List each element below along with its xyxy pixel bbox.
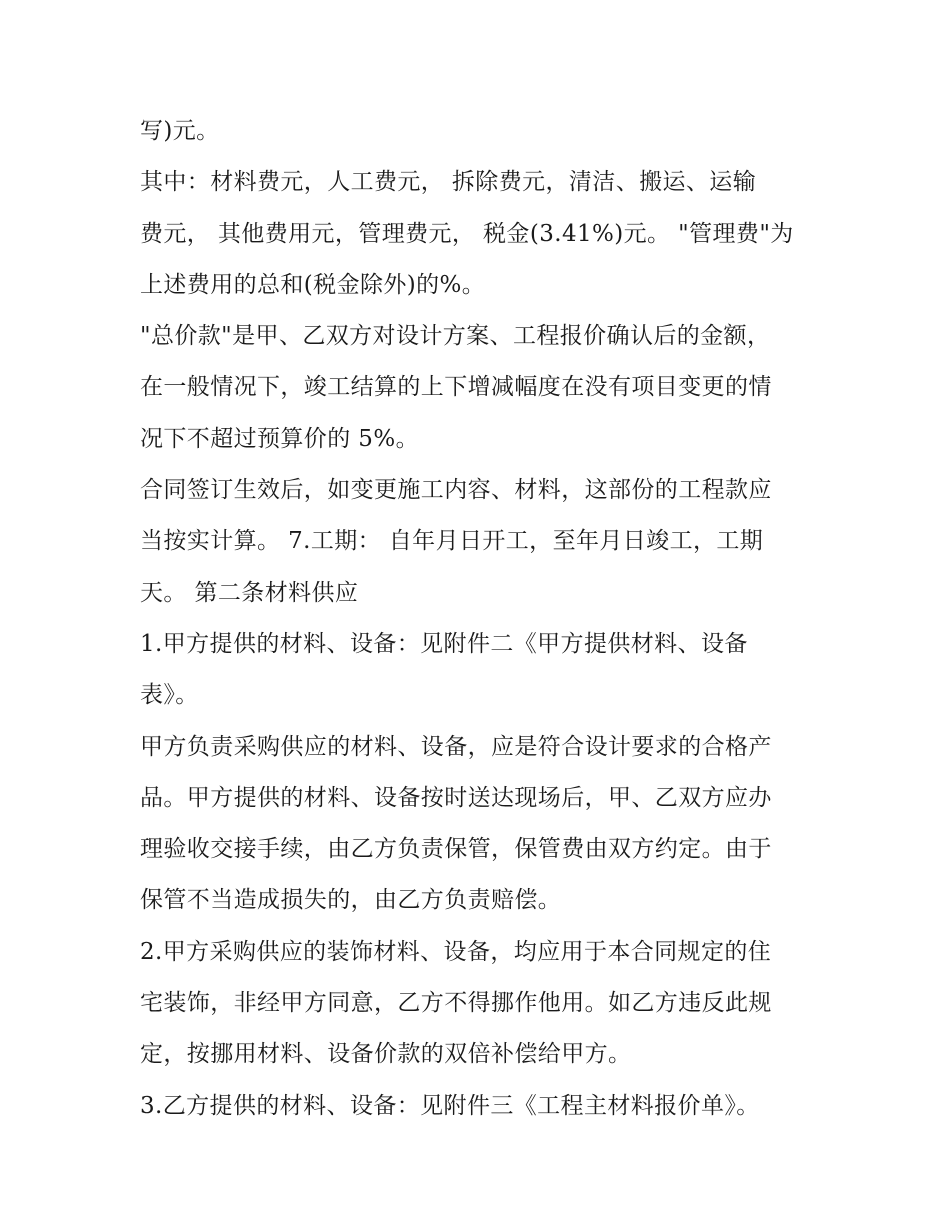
text-line: 宅装饰，非经甲方同意，乙方不得挪作他用。如乙方违反此规 [140,990,772,1017]
text-line: 合同签订生效后，如变更施工内容、材料，这部份的工程款应 [140,477,772,504]
text-line: 3.乙方提供的材料、设备：见附件三《工程主材料报价单》。 [140,1092,760,1119]
text-line: 保管不当造成损失的，由乙方负责赔偿。 [140,887,562,914]
text-line: 写)元。 [140,118,220,144]
text-line: 定，按挪用材料、设备价款的双倍补偿给甲方。 [140,1041,632,1068]
text-line: 天。 第二条材料供应 [140,579,359,606]
text-line: 理验收交接手续，由乙方负责保管，保管费由双方约定。由于 [140,836,772,863]
text-line: 费元， 其他费用元，管理费元， 税金(3.41%)元。 "管理费"为 [140,220,794,247]
text-line: 其中：材料费元，人工费元， 拆除费元，清洁、搬运、运输 [140,169,757,196]
text-line: 甲方负责采购供应的材料、设备，应是符合设计要求的合格产 [140,733,772,760]
document-page [140,106,820,1132]
text-line: "总价款"是甲、乙双方对设计方案、工程报价确认后的金额， [140,323,771,350]
text-line: 当按实计算。 7.工期： 自年月日开工，至年月日竣工，工期 [140,528,764,555]
text-line: 品。甲方提供的材料、设备按时送达现场后，甲、乙双方应办 [140,784,772,811]
text-line: 在一般情况下，竣工结算的上下增减幅度在没有项目变更的情 [140,374,772,401]
text-line: 上述费用的总和(税金除外)的%。 [140,271,486,298]
text-line: 1.甲方提供的材料、设备：见附件二《甲方提供材料、设备 [140,630,748,657]
text-line: 表》。 [140,682,199,709]
text-line: 2.甲方采购供应的装饰材料、设备，均应用于本合同规定的住 [140,938,772,965]
text-line: 况下不超过预算价的 5%。 [140,425,419,452]
